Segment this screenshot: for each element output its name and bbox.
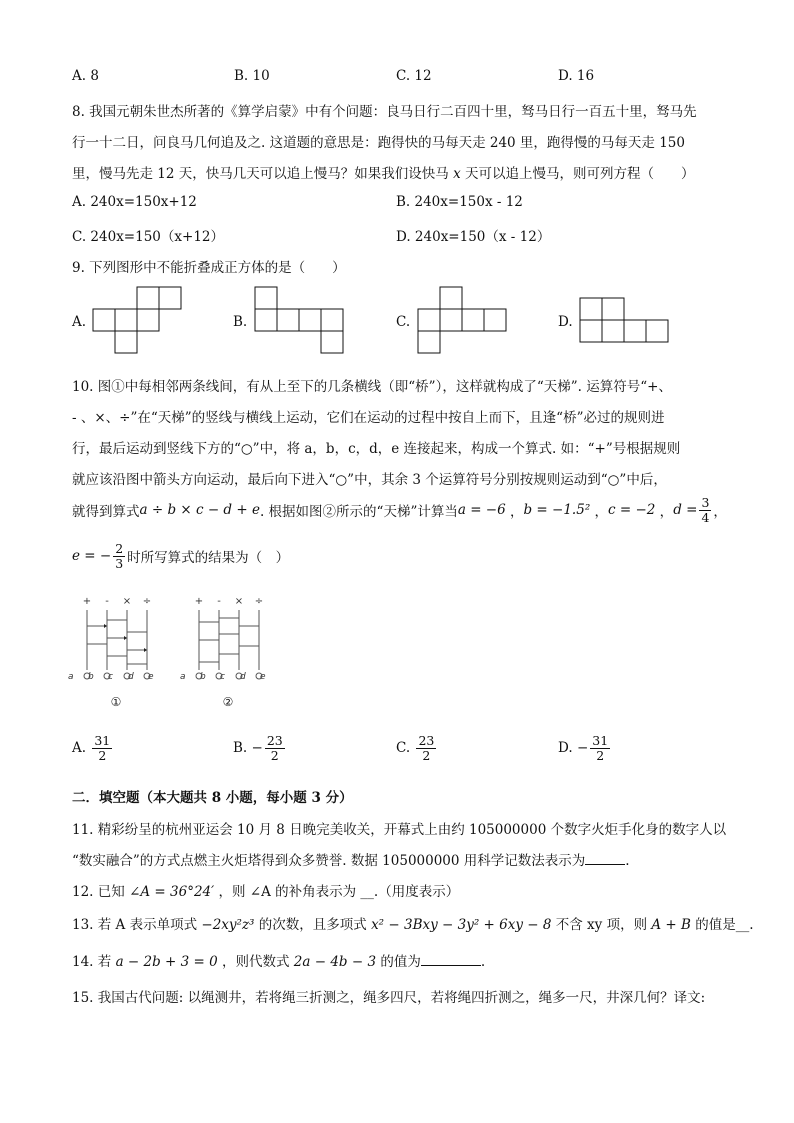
ladder-variable-label: b — [200, 672, 206, 682]
q10-d-value: d = — [673, 502, 698, 518]
q10-d-fraction: $\frac{3}{4}$ — [701, 494, 710, 525]
q9-net-d — [580, 298, 668, 342]
q11-line-1: 11. 精彩纷呈的杭州亚运会 10 月 8 日晚完美收关，开幕式上由约 105000000 个数字火炬手化身的数字人以 — [72, 822, 727, 838]
q7-option-c: C. 12 — [396, 68, 432, 84]
q13-line: 13. 若 A 表示单项式 −2xy²z³ 的次数，且多项式 x² − 3Bxy − 3y² + 6xy − 8 不含 xy 项，则 A + B 的值是__. — [72, 917, 754, 933]
ladder-variable-label: b — [88, 672, 94, 682]
section-heading-fill-in: 二．填空题（本大题共 8 小题，每小题 3 分） — [72, 790, 353, 806]
ladder-operator: × — [122, 596, 132, 607]
q8-line-3 — [72, 162, 694, 182]
q8-line-3-b: 天可以追上慢马，则可列方程（ ） — [460, 166, 695, 182]
q9-label-b: B. — [233, 314, 248, 330]
q14-equation: a − 2b + 3 = 0 — [115, 954, 218, 970]
ladder-figure-2 — [180, 596, 266, 709]
q8-option-a: A. 240x=150x+12 — [72, 194, 197, 210]
q8-option-b: B. 240x=150x - 12 — [396, 194, 523, 210]
q10-line-5-b: . 根据如图②所示的“天梯”计算当 — [259, 504, 458, 520]
q10-line-1: 10. 图①中每相邻两条线间，有从上至下的几条横线（即“桥”），这样就构成了“天梯”. 运算符号“+、 — [72, 379, 672, 395]
q8-option-d: D. 240x=150（x - 12） — [396, 229, 551, 245]
q14-answer-blank[interactable] — [421, 953, 481, 966]
q9-label-c: C. — [396, 314, 411, 330]
q7-option-d: D. 16 — [558, 68, 595, 84]
ladder-operator: ÷ — [254, 596, 264, 607]
q8-variable: x — [453, 166, 461, 182]
ladder-operator: + — [82, 596, 92, 607]
q13-monomial: −2xy²z³ — [201, 917, 255, 933]
ladder-variable-label: d — [128, 672, 134, 682]
q11-answer-blank[interactable] — [585, 852, 625, 865]
q14-expression: 2a − 4b − 3 — [293, 954, 377, 970]
ladder-variable-label: e — [148, 672, 154, 682]
q10-expression: a ÷ b × c − d + e — [139, 502, 260, 518]
ladder-figure-label: ① — [110, 695, 122, 709]
q10-option-c: C. $\frac{23}{2}$ — [396, 732, 435, 763]
q12-line: 12. 已知 ∠A = 36°24′ ，则 ∠A 的补角表示为 __.（用度表示） — [72, 884, 460, 900]
ladder-operator: - — [217, 596, 221, 607]
ladder-operator: ÷ — [142, 596, 152, 607]
ladder-operator: + — [194, 596, 204, 607]
q8-line-2: 行一十二日，问良马几何追及之. 这道题的意思是：跑得快的马每天走 240 里，跑得慢的马每天走 150 — [72, 135, 685, 151]
q15-line: 15. 我国古代问题: 以绳测井，若将绳三折测之，绳多四尺，若将绳四折测之，绳多一尺，井深几何？译文: — [72, 990, 706, 1006]
q10-line-5: 就得到算式 a ÷ b × c − d + e . 根据如图②所示的“天梯”计算当 a = −6 ， b = −1.5² ， c = −2 ， d = $\frac{3}{4}$ ， — [72, 494, 727, 525]
q11-line-2: “数实融合”的方式点燃主火炬塔得到众多赞誉. 数据 105000000 用科学记数法表示为 . — [72, 853, 630, 869]
q10-c-value: c = −2 — [608, 502, 656, 518]
q7-option-a: A. 8 — [72, 68, 99, 84]
q9-label-d: D. — [558, 314, 573, 330]
q10-a-value: a = −6 — [457, 502, 506, 518]
ladder-variable-label: a — [180, 672, 186, 682]
q9-net-c — [418, 287, 506, 353]
q10-line-3: 行，最后运动到竖线下方的“○”中，将 a，b，c，d，e 连接起来，构成一个算式. 如：“+”号根据规则 — [72, 441, 681, 457]
ladder-operator: × — [234, 596, 244, 607]
q10-e-fraction: $\frac{2}{3}$ — [115, 540, 124, 571]
ladder-figure-1 — [68, 596, 154, 709]
q10-line-6-b: 时所写算式的结果为（ ） — [127, 550, 290, 566]
q13-sum: A + B — [651, 917, 691, 933]
q10-line-2: - 、×、÷”在“天梯”的竖线与横线上运动，它们在运动的过程中按自上而下，且逢“桥”必过的规则进 — [72, 410, 665, 426]
q9-net-b — [255, 287, 343, 353]
ladder-variable-label: a — [68, 672, 74, 682]
q10-line-6 — [72, 538, 289, 574]
ladder-variable-label: c — [220, 672, 225, 682]
q10-line-4: 就应该沿图中箭头方向运动，最后向下进入“○”中，其余 3 个运算符号分别按规则运动到“○”中后， — [72, 472, 667, 488]
ladder-variable-label: c — [108, 672, 113, 682]
q10-ladder-figures — [60, 592, 360, 717]
ladder-variable-label: d — [240, 672, 246, 682]
q10-e-value: e = − — [72, 548, 112, 564]
q9-label-a: A. — [72, 314, 87, 330]
q10-line-5-a: 就得到算式 — [72, 504, 140, 520]
ladder-operator: - — [105, 596, 109, 607]
q10-option-b: B. − $\frac{23}{2}$ — [233, 732, 283, 763]
q8-line-3-a: 里，慢马先走 12 天，快马几天可以追上慢马？如果我们设快马 — [72, 166, 454, 182]
q10-b-value: b = −1.5² — [523, 502, 591, 518]
q7-option-b: B. 10 — [234, 68, 270, 84]
ladder-figure-label: ② — [222, 695, 234, 709]
q13-polynomial: x² − 3Bxy − 3y² + 6xy − 8 — [371, 917, 552, 933]
q8-line-1: 8. 我国元朝朱世杰所著的《算学启蒙》中有个问题：良马日行二百四十里，驽马日行一百五十里，驽马先 — [72, 104, 697, 120]
ladder-variable-label: e — [260, 672, 266, 682]
q12-angle: ∠A = 36°24′ — [129, 884, 215, 900]
q10-option-a: A. $\frac{31}{2}$ — [72, 732, 111, 763]
q10-option-d: D. − $\frac{31}{2}$ — [558, 732, 609, 763]
q9-figures — [0, 284, 794, 364]
q14-line: 14. 若 a − 2b + 3 = 0 ，则代数式 2a − 4b − 3 的值为 . — [72, 954, 486, 970]
q9-stem: 9. 下列图形中不能折叠成正方体的是（ ） — [72, 260, 346, 276]
q9-net-a — [93, 287, 181, 353]
q8-option-c: C. 240x=150（x+12） — [72, 229, 224, 245]
